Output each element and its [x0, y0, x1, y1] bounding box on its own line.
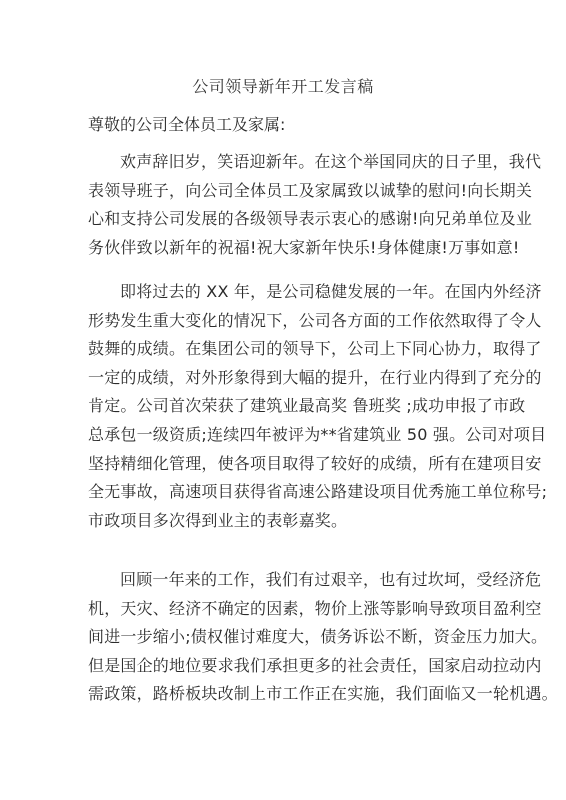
paragraph-line: 形势发生重大变化的情况下，公司各方面的工作依然取得了令人 [88, 310, 542, 330]
document-title: 公司领导新年开工发言稿 [192, 77, 374, 96]
paragraph-line: 肯定。公司首次荣获了建筑业最高奖 鲁班奖 ;成功申报了市政 [88, 396, 526, 416]
paragraph-line: 务伙伴致以新年的祝福!祝大家新年快乐!身体健康!万事如意! [88, 237, 520, 257]
paragraph-line: 鼓舞的成绩。在集团公司的领导下，公司上下同心协力，取得了 [88, 339, 542, 359]
paragraph-line: 一定的成绩，对外形象得到大幅的提升，在行业内得到了充分的 [88, 367, 542, 387]
paragraph-line: 机，天灾、经济不确定的因素，物价上涨等影响导致项目盈利空 [88, 598, 542, 618]
paragraph-line: 市政项目多次得到业主的表彰嘉奖。 [88, 510, 348, 530]
paragraph-3 [88, 566, 558, 709]
paragraph-line: 表领导班子，向公司全体员工及家属致以诚挚的慰问!向长期关 [88, 180, 533, 200]
paragraph-line: 总承包一级资质;连续四年被评为**省建筑业 50 强。公司对项目 [88, 424, 547, 444]
paragraph-line: 回顾一年来的工作，我们有过艰辛，也有过坎坷，受经济危 [120, 570, 542, 589]
paragraph-line: 间进一步缩小;债权催讨难度大，债务诉讼不断，资金压力加大。 [88, 627, 548, 647]
paragraph-1 [88, 148, 542, 262]
paragraph-line: 即将过去的 XX 年，是公司稳健发展的一年。在国内外经济 [120, 282, 542, 301]
salutation: 尊敬的公司全体员工及家属: [88, 115, 286, 134]
paragraph-line: 需政策，路桥板块改制上市工作正在实施，我们面临又一轮机遇。 [88, 684, 558, 704]
paragraph-line: 全无事故，高速项目获得省高速公路建设项目优秀施工单位称号; [88, 482, 548, 502]
paragraph-2 [88, 278, 548, 535]
paragraph-line: 心和支持公司发展的各级领导表示衷心的感谢!向兄弟单位及业 [88, 209, 533, 229]
paragraph-line: 但是国企的地位要求我们承担更多的社会责任，国家启动拉动内 [88, 655, 542, 675]
paragraph-line: 坚持精细化管理，使各项目取得了较好的成绩，所有在建项目安 [88, 453, 542, 473]
paragraph-line: 欢声辞旧岁，笑语迎新年。在这个举国同庆的日子里，我代 [120, 152, 542, 171]
